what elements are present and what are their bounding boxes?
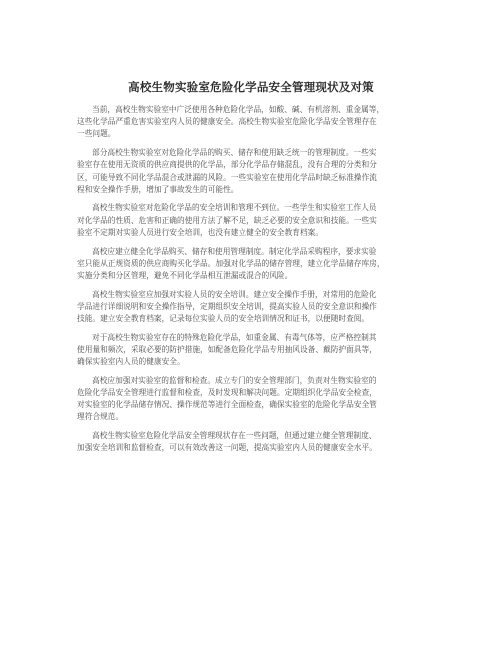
paragraph <box>77 375 433 424</box>
paragraph-line: 高校生物实验室应加强对实验人员的安全培训。建立安全操作手册，对常用的危险化 <box>92 289 377 299</box>
paragraph-line: 验室存在使用无资质的供应商提供的化学品，部分化学品存储混乱，没有合理的分类和分 <box>77 160 377 170</box>
paragraph-line: 危险化学品安全管理进行监督和检查，及时发现和解决问题。定期组织化学品安全检查， <box>77 388 377 398</box>
paragraph-line: 当前，高校生物实验室中广泛使用各种危险化学品，如酸、碱、有机溶剂、重金属等， <box>92 105 385 114</box>
paragraph <box>77 430 433 454</box>
paragraph-line: 程和安全操作手册，增加了事故发生的可能性。 <box>77 184 239 194</box>
paragraph-line: 高校应加强对实验室的监督和检查。成立专门的安全管理部门，负责对生物实验室的 <box>92 375 377 385</box>
paragraph-line: 学品进行详细说明和安全操作指导，定期组织安全培训，提高实验人员的安全意识和操作 <box>77 301 377 311</box>
paragraph-line: 高校生物实验室对危险化学品的安全培训和管理不到位。一些学生和实验室工作人员 <box>92 203 377 213</box>
paragraph-line: 加强安全培训和监督检查，可以有效改善这一问题，提高实验室内人员的健康安全水平。 <box>77 443 377 453</box>
paragraph-line: 确保实验室内人员的健康安全。 <box>77 357 185 367</box>
paragraph <box>77 332 433 369</box>
paragraph-line: 一些问题。 <box>77 129 116 139</box>
paragraph-line: 对于高校生物实验室存在的特殊危险化学品，如重金属、有毒气体等，应严格控制其 <box>92 332 377 342</box>
document-body <box>77 104 433 461</box>
paragraph-line: 区，可能导致不同化学品混合或泄漏的风险。一些实验室在使用化学品时缺乏标准操作流 <box>77 172 377 182</box>
paragraph-line: 对化学品的性质、危害和正确的使用方法了解不足，缺乏必要的安全意识和技能。一些实 <box>77 215 377 225</box>
paragraph-line: 高校应建立健全化学品购买、储存和使用管理制度。制定化学品采购程序，要求实验 <box>92 246 377 256</box>
paragraph <box>77 104 433 141</box>
paragraph-line: 技能。建立安全教育档案，记录每位实验人员的安全培训情况和证书，以便随时查阅。 <box>77 314 370 324</box>
paragraph <box>77 246 433 283</box>
paragraph-line: 理符合规范。 <box>77 412 124 422</box>
paragraph-line: 对实验室的化学品储存情况、操作规范等进行全面检查，确保实验室的危险化学品安全管 <box>77 400 377 410</box>
paragraph <box>77 289 433 326</box>
paragraph-line: 实施分类和分区管理，避免不同化学品相互泄漏或混合的风险。 <box>77 270 293 280</box>
paragraph <box>77 147 433 196</box>
paragraph-line: 室只能从正规资质的供应商购买化学品。加强对化学品的储存管理，建立化学品储存库房， <box>77 258 385 268</box>
paragraph-line: 验室不定期对实验人员进行安全培训，也没有建立健全的安全教育档案。 <box>77 227 324 237</box>
paragraph-line: 部分高校生物实验室对危险化学品的购买、储存和使用缺乏统一的管理制度。一些实 <box>92 148 377 158</box>
paragraph-line: 这些化学品严重危害实验室内人员的健康安全。高校生物实验室危险化学品安全管理存在 <box>77 117 377 127</box>
paragraph-line: 高校生物实验室危险化学品安全管理现状存在一些问题，但通过建立健全管理制度、 <box>92 431 377 441</box>
document-title: 高校生物实验室危险化学品安全管理现状及对策 <box>128 80 374 94</box>
paragraph-line: 使用量和频次，采取必要的防护措施，如配备危险化学品专用抽风设备、戴防护面具等， <box>77 344 377 354</box>
paragraph <box>77 202 433 239</box>
